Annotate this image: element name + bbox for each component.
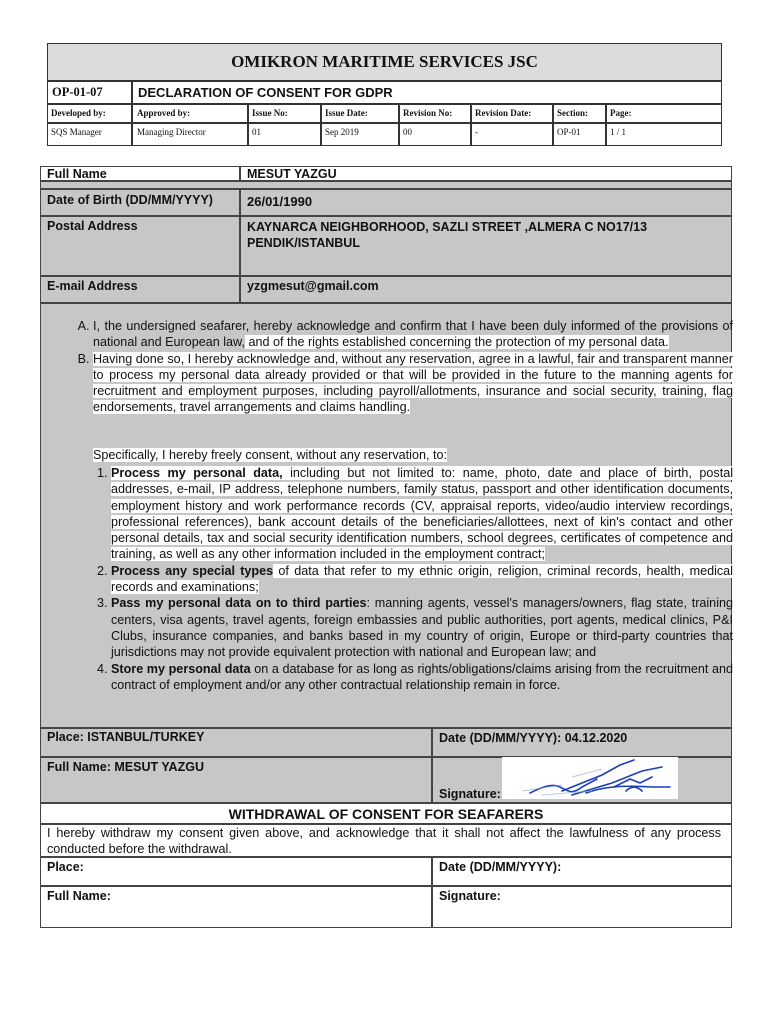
issue-no-label: Issue No: xyxy=(248,104,321,123)
specifically-line: Specifically, I hereby freely consent, without any reservation, to: xyxy=(93,448,447,462)
company-name: OMIKRON MARITIME SERVICES JSC xyxy=(47,43,722,81)
consent-item-1: 1. Process my personal data, including but not limited to: name, photo, date and place of birth, postal addresses, e-mail, IP address, telephone numbers, family status, passport and other identification documents, employment history and work performance records (CV, appraisal reports, video/audio interview recordings, professional references), bank account details of the beneficiaries/allottees, next of kin's contact and other personal details, tax and social security identification numbers, school degrees, certificates of competence and training, as well as any other information included in the employment contract; xyxy=(111,465,733,563)
withdrawal-date: Date (DD/MM/YYYY): xyxy=(432,857,732,886)
revision-date-label: Revision Date: xyxy=(471,104,553,123)
postal-address-value xyxy=(240,216,732,276)
signature-image xyxy=(502,757,678,799)
handwritten-signature-icon xyxy=(502,757,678,799)
consent-items xyxy=(41,465,733,693)
revision-no-value: 00 xyxy=(399,123,471,146)
approved-by-label: Approved by: xyxy=(132,104,248,123)
dob-value: 26/01/1990 xyxy=(240,189,732,216)
place-field: Place: ISTANBUL/TURKEY xyxy=(40,728,432,757)
statement-a: A. I, the undersigned seafarer, hereby acknowledge and confirm that I have been duly informed of the provisions of national and European law, and of the rights established concerning the protection of my personal data. xyxy=(93,318,733,351)
document-title: DECLARATION OF CONSENT FOR GDPR xyxy=(132,81,722,104)
withdrawal-text: I hereby withdraw my consent given above, and acknowledge that it shall not affect the lawfulness of any process conducted before the withdrawal. xyxy=(40,824,732,857)
section-label: Section: xyxy=(553,104,606,123)
statement-b: B. Having done so, I hereby acknowledge and, without any reservation, agree in a lawful, fair and transparent manner to process my personal data already provided or that will be provided in the future to the manning agents for recruitment and employment purposes, including payroll/allotments, insurance and social security, training, flag endorsements, travel arrangements and claims handling. xyxy=(93,351,733,416)
consent-item-4: 4. Store my personal data on a database for as long as rights/obligations/claims arising from the recruitment and contract of employment and/or any other contractual relationship remain in force. xyxy=(111,661,733,694)
spacer-row xyxy=(40,181,732,189)
email-label: E-mail Address xyxy=(40,276,240,303)
email-value: yzgmesut@gmail.com xyxy=(240,276,732,303)
section-value: OP-01 xyxy=(553,123,606,146)
page-label: Page: xyxy=(606,104,722,123)
issue-no-value: 01 xyxy=(248,123,321,146)
page-value: 1 / 1 xyxy=(606,123,722,146)
consent-item-3: 3. Pass my personal data on to third parties: manning agents, vessel's managers/owners, flag state, training centers, visa agents, travel agents, foreign embassies and public authorities, port agents, medical clinics, P&I Clubs, insurance companies, and banks based in my country of origin, Europe or third-party countries that jurisdictions may not provide equivalent protection with national and European law; and xyxy=(111,595,733,660)
postal-address-label: Postal Address xyxy=(40,216,240,276)
issue-date-label: Issue Date: xyxy=(321,104,399,123)
withdrawal-signature: Signature: xyxy=(432,886,732,928)
consent-item-2: 2. Process any special types of data that refer to my ethnic origin, religion, criminal records, health, medical records and examinations; xyxy=(111,563,733,596)
full-name-value: MESUT YAZGU xyxy=(240,166,732,181)
consent-statements xyxy=(41,318,733,416)
approved-by-value: Managing Director xyxy=(132,123,248,146)
revision-date-value: - xyxy=(471,123,553,146)
address-line-1: KAYNARCA NEIGHBORHOOD, SAZLI STREET ,ALMERA C NO17/13 xyxy=(247,220,648,234)
developed-by-value: SQS Manager xyxy=(47,123,132,146)
developed-by-label: Developed by: xyxy=(47,104,132,123)
full-name-field: Full Name: MESUT YAZGU xyxy=(40,757,432,803)
withdrawal-full-name: Full Name: xyxy=(40,886,432,928)
consent-section xyxy=(40,303,732,728)
issue-date-value: Sep 2019 xyxy=(321,123,399,146)
withdrawal-title: WITHDRAWAL OF CONSENT FOR SEAFARERS xyxy=(40,803,732,824)
revision-no-label: Revision No: xyxy=(399,104,471,123)
address-line-2: PENDIK/ISTANBUL xyxy=(247,236,360,250)
date-field: Date (DD/MM/YYYY): 04.12.2020 xyxy=(432,728,732,757)
dob-label: Date of Birth (DD/MM/YYYY) xyxy=(40,189,240,216)
document-code: OP-01-07 xyxy=(47,81,132,104)
full-name-label: Full Name xyxy=(40,166,240,181)
withdrawal-place: Place: xyxy=(40,857,432,886)
signature-label: Signature: xyxy=(439,787,501,801)
